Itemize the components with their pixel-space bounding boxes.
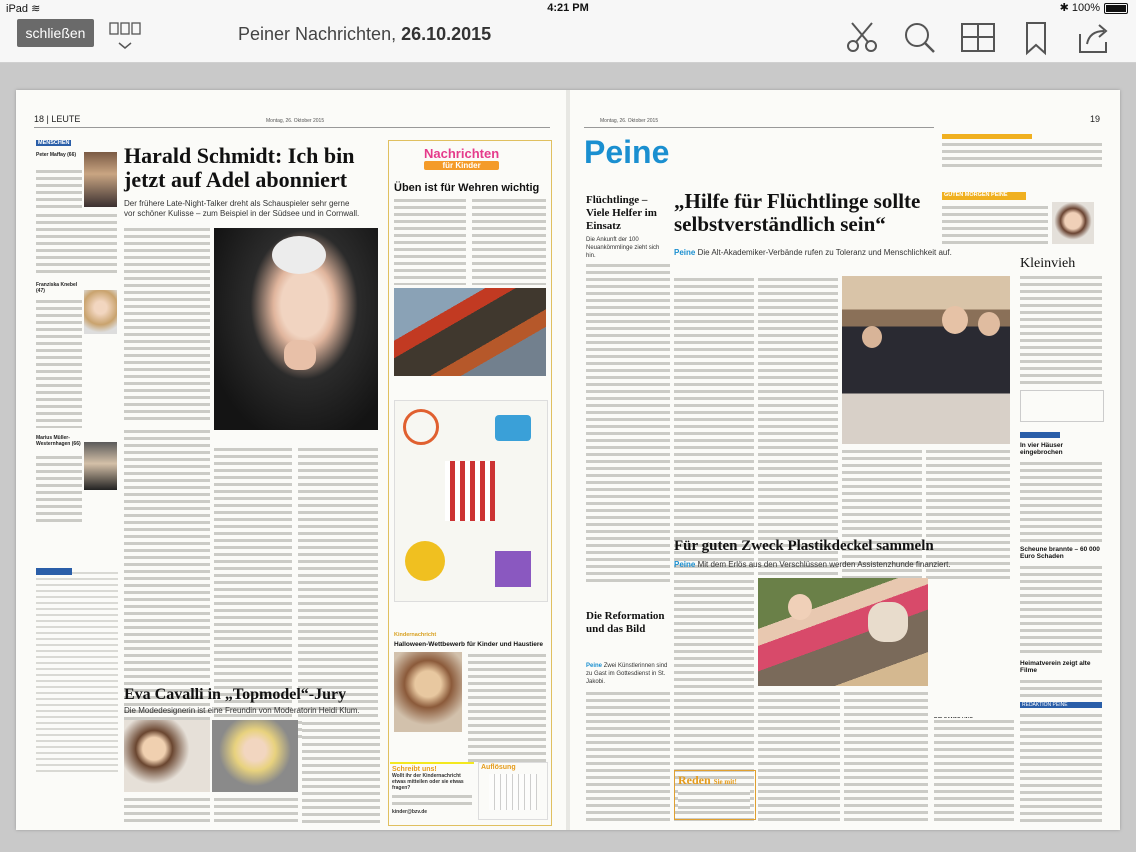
- share-icon: [1074, 20, 1114, 56]
- kids-logo: Nachrichten für Kinder: [424, 146, 500, 170]
- puzzle-solution: Auflösung: [478, 762, 548, 820]
- layout-button[interactable]: [958, 20, 998, 56]
- short-news-tag: [1020, 432, 1060, 438]
- cavalli-photo-1: [124, 720, 210, 792]
- main-subheadline-left: Der frühere Late-Night-Talker dreht als Schauspieler sehr gerne vor schöner Kulisse – zum Beispiel in der Südsee und in Cornwall.: [124, 199, 360, 218]
- bookmark-button[interactable]: [1016, 20, 1056, 56]
- schmidt-photo: [214, 228, 378, 430]
- person3-text: [36, 454, 82, 524]
- scissors-button[interactable]: [842, 20, 882, 56]
- right-col-text-1: [1020, 460, 1102, 542]
- refugee-side-sub: Die Ankunft der 100 Neuankömmlinge zieht sich hin.: [586, 237, 660, 259]
- cavalli-subheadline: Die Modedesignerin ist eine Freundin von Moderatorin Heidi Klum.: [124, 706, 360, 715]
- kleinvieh-title: Kleinvieh: [1020, 256, 1076, 271]
- page-number-left: 18 | LEUTE: [34, 114, 81, 124]
- bookmark-icon: [1016, 20, 1056, 56]
- page-number-right: 19: [1089, 114, 1100, 124]
- battery-percent: 100%: [1071, 2, 1100, 14]
- kids-contact-rule: [390, 762, 474, 764]
- kleinvieh-text: [1020, 274, 1102, 384]
- app-toolbar: [0, 16, 1136, 63]
- main-headline-right: „Hilfe für Flüchtlinge sollte selbstverständlich sein“: [674, 189, 921, 236]
- bluetooth-icon: ✱: [1059, 2, 1069, 14]
- refugee-text-3: [758, 276, 838, 582]
- kids-headline: Üben ist für Wehren wichtig: [394, 182, 540, 194]
- kids-subheadline: Halloween-Wettbewerb für Kinder und Haustiere: [394, 641, 544, 648]
- person1-name: Peter Maffay (66): [36, 152, 77, 158]
- right-col-headline-1: In vier Häuser eingebrochen: [1020, 442, 1063, 456]
- left-page: [16, 90, 566, 830]
- right-col-headline-3: Heimatverein zeigt alte Filme: [1020, 660, 1091, 674]
- person1-text-2: [36, 212, 117, 274]
- kids-contact: Schreibt uns! Wollt ihr der Kindernachricht etwas mitteilen oder sie etwas fragen? kinder@bzv.de: [392, 766, 472, 815]
- reden-box[interactable]: Reden Sie mit!: [674, 770, 756, 820]
- device-label: iPad ≋: [6, 3, 41, 15]
- westernhagen-photo: [84, 442, 117, 490]
- page-thumbnails-icon: [106, 19, 146, 57]
- schmidt-caption: [214, 432, 378, 444]
- kids-child-photo: [394, 652, 462, 732]
- imprint-text: [1020, 712, 1102, 824]
- alumni-photo: [842, 276, 1010, 444]
- right-col-headline-2: Scheune brannte – 60 000 Euro Schaden: [1020, 546, 1100, 560]
- right-page: [570, 90, 1120, 830]
- author-photo: [1052, 202, 1094, 244]
- date-line-right: Montag, 26. Oktober 2015: [600, 118, 659, 124]
- right-col-text-3: [1020, 678, 1102, 698]
- cavalli-headline: Eva Cavalli in „Topmodel“-Jury: [124, 686, 347, 703]
- reformation-text: [586, 690, 670, 824]
- wifi-icon: ≋: [31, 3, 41, 15]
- edition-title: Peiner Nachrichten, 26.10.2015: [238, 24, 492, 44]
- survey-box: [942, 134, 1102, 170]
- refugee-text-2: [674, 276, 754, 582]
- morning-tag: GUTEN MORGEN PEINE: [942, 192, 1026, 200]
- plastic-text-3: [844, 690, 928, 824]
- cavalli-photo-2: [212, 720, 298, 792]
- right-col-text-2: [1020, 564, 1102, 656]
- main-headline-left: Harald Schmidt: Ich bin jetzt auf Adel abonniert: [124, 143, 355, 192]
- person2-text: [36, 298, 82, 428]
- close-button[interactable]: schließen: [17, 19, 94, 47]
- sidebar-tag: MENSCHEN: [38, 140, 70, 146]
- battery-icon: [1104, 3, 1128, 14]
- kids-text-3: [468, 652, 546, 762]
- header-rule-right: [584, 127, 934, 128]
- imprint-tag: REDAKTION PEINE: [1020, 702, 1102, 708]
- lottery-table: [36, 568, 118, 773]
- lottery-tag: [36, 568, 72, 575]
- collection-text: [934, 718, 1014, 824]
- status-time: 4:21 PM: [547, 2, 589, 14]
- cavalli-text-1: [124, 796, 210, 824]
- reformation-headline: Die Reformation und das Bild: [586, 610, 665, 635]
- search-button[interactable]: [900, 20, 940, 56]
- schmidt-text-col1: [124, 226, 210, 422]
- firefighters-photo: [394, 288, 546, 376]
- person3-name: Marius Müller-Westernhagen (66): [36, 435, 81, 447]
- header-rule: [34, 127, 550, 128]
- main-subheadline-right: Peine Die Alt-Akademiker-Verbände rufen zu Toleranz und Menschlichkeit auf.: [674, 248, 952, 257]
- plastic-subheadline: Peine Mit dem Erlös aus den Verschlüssen werden Assistenzhunde finanziert.: [674, 560, 951, 569]
- collection-tag: [934, 708, 1014, 714]
- kids-text-1: [394, 197, 466, 285]
- cavalli-text-2: [214, 796, 298, 824]
- maffay-photo: [84, 152, 117, 207]
- refugee-side-headline: Flüchtlinge – Viele Helfer im Einsatz: [586, 194, 657, 232]
- status-right: [1060, 1, 1128, 14]
- kids-tag: Kindernachricht: [394, 632, 437, 638]
- reformation-subheadline: Peine Zwei Künstlerinnen sind zu Gast im Gottesdienst in St. Jakobi.: [586, 663, 668, 685]
- grid-layout-icon: [958, 20, 998, 56]
- search-icon: [900, 20, 940, 56]
- status-bar: [0, 0, 1136, 16]
- scissors-icon: [842, 20, 882, 56]
- refugee-text-1: [586, 262, 670, 582]
- newspaper-spread[interactable]: [16, 90, 1120, 830]
- share-button[interactable]: [1074, 20, 1114, 56]
- person2-name: Franziska Knebel (47): [36, 282, 78, 294]
- plastic-headline: Für guten Zweck Plastikdeckel sammeln: [674, 538, 934, 554]
- facebook-box: [1020, 390, 1104, 422]
- kids-text-2: [472, 197, 546, 285]
- cavalli-text-3: [302, 720, 380, 824]
- section-title: Peine: [584, 134, 670, 170]
- plastic-text-2: [758, 690, 840, 824]
- plastic-photo: [758, 578, 928, 686]
- knebel-photo: [84, 290, 117, 334]
- page-overview-button[interactable]: [106, 19, 146, 57]
- date-line-left: Montag, 26. Oktober 2015: [266, 118, 325, 124]
- kids-illustration: [394, 400, 548, 602]
